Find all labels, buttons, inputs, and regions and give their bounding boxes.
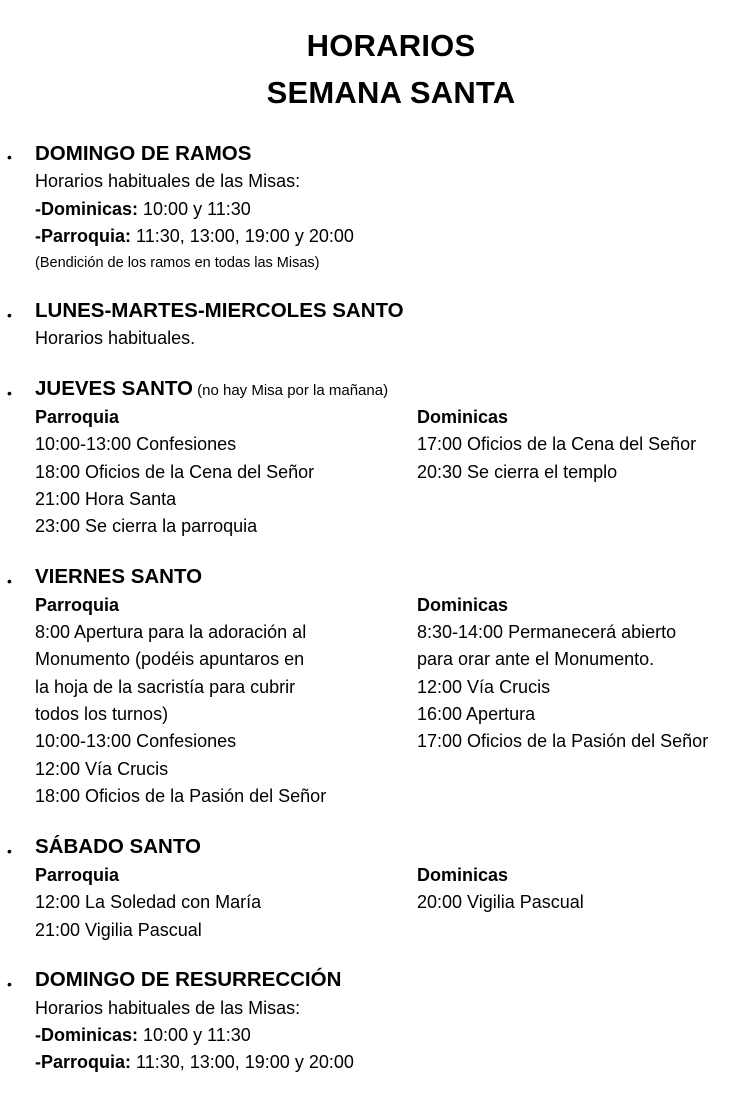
parroquia-item: 12:00 La Soledad con María — [35, 892, 262, 912]
parroquia-item: 18:00 Oficios de la Pasión del Señor — [35, 786, 327, 806]
dominicas-item: 8:30-14:00 Permanecerá abierto — [417, 622, 677, 642]
dominicas-item: para orar ante el Monumento. — [417, 649, 655, 669]
dominicas-heading: Dominicas — [417, 595, 509, 615]
parroquia-heading: Parroquia — [35, 595, 120, 615]
parroquia-item: 12:00 Vía Crucis — [35, 759, 169, 779]
parroquia-item: todos los turnos) — [35, 704, 169, 724]
dominicas-label: -Dominicas: — [35, 1025, 139, 1045]
parroquia-line — [35, 1049, 354, 1076]
parroquia-item: 21:00 Vigilia Pascual — [35, 920, 202, 940]
bullet-icon: • — [7, 976, 12, 992]
dominicas-heading: Dominicas — [417, 865, 509, 885]
intro-text: Horarios habituales de las Misas: — [35, 171, 301, 191]
note-text: (Bendición de los ramos en todas las Misas) — [35, 255, 320, 271]
bullet-icon: • — [7, 307, 12, 323]
parroquia-times: 11:30, 13:00, 19:00 y 20:00 — [131, 1052, 354, 1072]
intro-text: Horarios habituales de las Misas: — [35, 998, 301, 1018]
page-title-line2: SEMANA SANTA — [266, 75, 516, 110]
dominicas-times: 10:00 y 11:30 — [138, 1025, 251, 1045]
page-title-line1: HORARIOS — [306, 28, 476, 63]
dominicas-line — [35, 196, 251, 223]
dominicas-item: 12:00 Vía Crucis — [417, 677, 551, 697]
dominicas-heading: Dominicas — [417, 407, 509, 427]
parroquia-item: 10:00-13:00 Confesiones — [35, 434, 237, 454]
parroquia-item: la hoja de la sacristía para cubrir — [35, 677, 296, 697]
bullet-icon: • — [7, 573, 12, 589]
dominicas-item: 20:30 Se cierra el templo — [417, 462, 618, 482]
parroquia-item: Monumento (podéis apuntaros en — [35, 649, 305, 669]
body-text: Horarios habituales. — [35, 328, 196, 348]
bullet-icon: • — [7, 385, 12, 401]
dominicas-item: 17:00 Oficios de la Pasión del Señor — [417, 731, 709, 751]
parroquia-label: -Parroquia: — [35, 1052, 132, 1072]
dominicas-item: 20:00 Vigilia Pascual — [417, 892, 584, 912]
parroquia-line — [35, 223, 354, 250]
parroquia-item: 10:00-13:00 Confesiones — [35, 731, 237, 751]
dominicas-times: 10:00 y 11:30 — [138, 199, 251, 219]
dominicas-line — [35, 1022, 251, 1049]
parroquia-heading: Parroquia — [35, 407, 120, 427]
section-heading: SÁBADO SANTO — [35, 835, 201, 858]
dominicas-item: 16:00 Apertura — [417, 704, 536, 724]
section-heading: DOMINGO DE RAMOS — [35, 142, 252, 165]
parroquia-heading: Parroquia — [35, 865, 120, 885]
parroquia-times: 11:30, 13:00, 19:00 y 20:00 — [131, 226, 354, 246]
dominicas-item: 17:00 Oficios de la Cena del Señor — [417, 434, 697, 454]
section-heading: DOMINGO DE RESURRECCIÓN — [35, 968, 342, 991]
bullet-icon: • — [7, 843, 12, 859]
bullet-icon: • — [7, 149, 12, 165]
parroquia-label: -Parroquia: — [35, 226, 132, 246]
section-heading: LUNES-MARTES-MIERCOLES SANTO — [35, 299, 404, 322]
parroquia-item: 18:00 Oficios de la Cena del Señor — [35, 462, 315, 482]
section-heading: VIERNES SANTO — [35, 565, 203, 588]
dominicas-label: -Dominicas: — [35, 199, 139, 219]
parroquia-item: 23:00 Se cierra la parroquia — [35, 516, 258, 536]
section-heading — [35, 376, 388, 404]
parroquia-item: 21:00 Hora Santa — [35, 489, 177, 509]
heading-text: JUEVES SANTO — [35, 377, 193, 400]
parroquia-item: 8:00 Apertura para la adoración al — [35, 622, 307, 642]
heading-note: (no hay Misa por la mañana) — [192, 382, 389, 399]
